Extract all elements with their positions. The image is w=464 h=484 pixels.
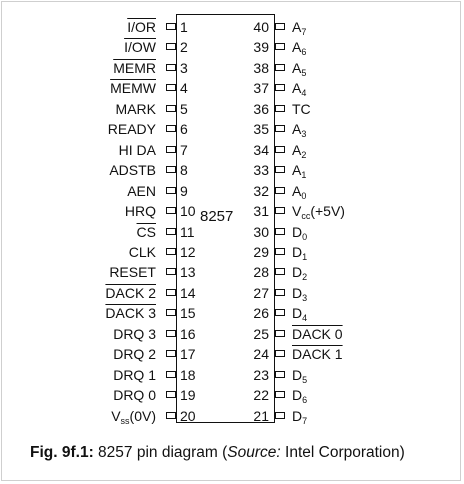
pin-stub-right [275, 125, 285, 132]
pin-stub-right [275, 166, 285, 173]
caption-text: 8257 pin diagram ( [93, 444, 228, 461]
pin-name: D [292, 366, 303, 383]
pin-number-right: 29 [253, 243, 269, 260]
pin-stub-right [275, 146, 285, 153]
pin-number-left: 11 [180, 223, 195, 240]
pin-name: TC [292, 100, 311, 117]
pin-label-right [292, 367, 307, 388]
pin-stub-right [275, 84, 285, 91]
pin-stub-right [275, 371, 285, 378]
pin-subscript: ss [120, 415, 130, 426]
pin-name: ADSTB [109, 162, 156, 179]
pin-label-left [0, 387, 156, 403]
pin-stub-right [275, 64, 285, 71]
pin-number-right: 32 [253, 182, 269, 199]
pin-subscript: 1 [301, 170, 307, 181]
pin-name: MEMW [110, 80, 156, 97]
pin-label-right [292, 305, 307, 326]
figure-caption [30, 444, 405, 462]
pin-name: D [292, 284, 303, 301]
pin-subscript: 6 [302, 395, 308, 406]
pin-label-left [0, 183, 156, 199]
pin-number-right: 31 [253, 203, 269, 220]
pin-number-right: 28 [253, 264, 269, 281]
pin-stub-left [166, 146, 176, 153]
pin-stub-left [166, 371, 176, 378]
pin-subscript: 4 [302, 313, 308, 324]
pin-number-left: 8 [180, 162, 188, 179]
pin-subscript: 3 [302, 292, 308, 303]
pin-subscript: 1 [302, 251, 308, 262]
pin-number-right: 26 [253, 305, 269, 322]
pin-stub-left [166, 207, 176, 214]
pin-stub-left [166, 330, 176, 337]
pin-label-right [292, 224, 307, 245]
pin-label-right [292, 60, 306, 81]
pin-name: A [292, 80, 302, 97]
pin-subscript: 4 [301, 88, 307, 99]
pin-number-right: 40 [253, 19, 269, 35]
pin-number-right: 22 [253, 387, 269, 404]
pin-label-right [292, 121, 306, 142]
pin-label-right [292, 162, 306, 183]
pin-stub-right [275, 350, 285, 357]
pin-name: A [292, 19, 302, 35]
pin-subscript: 5 [302, 374, 308, 385]
pin-stub-right [275, 289, 285, 296]
pin-label-left [0, 305, 156, 321]
pin-name: READY [107, 121, 156, 138]
pin-stub-left [166, 166, 176, 173]
pin-stub-left [166, 43, 176, 50]
pin-name: HI DA [118, 141, 156, 158]
pin-stub-left [166, 268, 176, 275]
pin-label-right [292, 408, 307, 429]
pin-subscript: 0 [301, 190, 307, 201]
pin-label-left [0, 162, 156, 178]
pin-label-left [0, 408, 156, 429]
pin-label-left [0, 203, 156, 219]
pin-name: I/OR [127, 19, 156, 35]
pin-number-right: 23 [253, 366, 269, 383]
pin-number-right: 39 [253, 39, 269, 56]
pin-label-right [292, 346, 343, 362]
pin-name: D [292, 387, 303, 404]
pin-name: RESET [109, 264, 156, 281]
pin-name: HRQ [124, 203, 156, 220]
pin-number-left: 7 [180, 141, 188, 158]
pin-stub-right [275, 43, 285, 50]
pin-stub-right [275, 309, 285, 316]
pin-number-right: 38 [253, 59, 269, 76]
pin-number-right: 34 [253, 141, 269, 158]
pin-stub-left [166, 105, 176, 112]
pin-number-left: 18 [180, 366, 196, 383]
pin-name: A [292, 182, 302, 199]
pin-name: DACK 0 [292, 325, 343, 342]
pin-label-left [0, 326, 156, 342]
pin-label-left [0, 19, 156, 35]
pin-stub-right [275, 23, 285, 30]
pin-subscript: cc [301, 211, 311, 222]
pin-stub-left [166, 412, 176, 419]
caption-source-label: Source: [227, 444, 281, 461]
pin-stub-left [166, 289, 176, 296]
pin-stub-left [166, 228, 176, 235]
pin-number-left: 17 [180, 346, 196, 363]
pin-suffix: (+5V) [310, 203, 345, 220]
pin-stub-right [275, 228, 285, 235]
pin-subscript: 5 [301, 67, 307, 78]
pin-stub-right [275, 412, 285, 419]
pin-label-right [292, 19, 306, 40]
pin-name: $\overline{CS}$ [136, 223, 156, 240]
pin-stub-right [275, 248, 285, 255]
pin-label-right [292, 285, 307, 306]
pin-name: DRQ 1 [113, 366, 156, 383]
pin-name: DRQ 0 [113, 387, 156, 404]
pin-number-right: 21 [253, 407, 269, 424]
pin-stub-right [275, 391, 285, 398]
pin-number-left: 2 [180, 39, 188, 56]
caption-source: Intel Corporation) [280, 444, 405, 461]
pin-label-left [0, 60, 156, 76]
pin-label-right [292, 203, 345, 224]
pin-label-right [292, 101, 311, 117]
pin-number-left: 1 [180, 19, 188, 35]
pin-name: A [292, 141, 302, 158]
pin-label-right [292, 264, 307, 285]
pin-label-right [292, 80, 306, 101]
pin-stub-right [275, 207, 285, 214]
pin-name: I/OW [124, 39, 156, 56]
pin-name: DACK 2 [105, 284, 156, 301]
pin-name: D [292, 264, 303, 281]
pin-number-right: 36 [253, 100, 269, 117]
pin-stub-left [166, 187, 176, 194]
pin-label-right [292, 142, 306, 163]
pin-stub-left [166, 248, 176, 255]
pin-label-right [292, 326, 343, 342]
pin-number-left: 10 [180, 203, 196, 220]
pin-name: V [111, 407, 121, 424]
pin-number-left: 16 [180, 325, 196, 342]
pin-name: D [292, 305, 303, 322]
pin-number-right: 30 [253, 223, 269, 240]
figure-number: Fig. 9f.1: [30, 444, 94, 461]
pin-number-left: 12 [180, 243, 196, 260]
pin-name: DACK 3 [105, 305, 156, 322]
chip-name: 8257 [200, 208, 234, 225]
pin-subscript: 6 [301, 47, 307, 58]
pin-number-left: 3 [180, 59, 188, 76]
pin-number-right: 35 [253, 121, 269, 138]
pin-number-right: 24 [253, 346, 269, 363]
pin-subscript: 3 [301, 129, 307, 140]
pin-name: MEMR [113, 59, 156, 76]
pin-stub-left [166, 64, 176, 71]
pin-stub-right [275, 187, 285, 194]
pin-subscript: 7 [302, 415, 308, 426]
pin-number-left: 9 [180, 182, 188, 199]
pin-label-left [0, 244, 156, 260]
pin-number-left: 15 [180, 305, 196, 322]
pin-label-left [0, 346, 156, 362]
pin-stub-left [166, 84, 176, 91]
pin-name: DRQ 3 [113, 325, 156, 342]
pin-name: A [292, 39, 302, 56]
pin-label-left [0, 264, 156, 280]
pin-stub-right [275, 105, 285, 112]
pin-subscript: 0 [302, 231, 308, 242]
pin-number-left: 13 [180, 264, 196, 281]
pin-name: A [292, 162, 302, 179]
pin-subscript: 7 [301, 27, 307, 37]
pin-stub-left [166, 125, 176, 132]
pin-label-right [292, 244, 307, 265]
pin-stub-left [166, 350, 176, 357]
pin-name: A [292, 121, 302, 138]
pin-name: D [292, 223, 303, 240]
pin-number-left: 5 [180, 100, 188, 117]
pin-name: AEN [127, 182, 156, 199]
pin-number-right: 33 [253, 162, 269, 179]
pin-number-left: 6 [180, 121, 188, 138]
pin-label-left [0, 367, 156, 383]
pin-name: A [292, 59, 302, 76]
pin-stub-left [166, 23, 176, 30]
pin-label-left [0, 224, 156, 240]
pin-label-right [292, 183, 306, 204]
pin-number-right: 25 [253, 325, 269, 342]
pin-label-left [0, 39, 156, 55]
pin-label-left [0, 285, 156, 301]
pin-name: V [292, 203, 302, 220]
pin-name: DRQ 2 [113, 346, 156, 363]
pin-number-left: 19 [180, 387, 196, 404]
pin-name: CLK [128, 243, 156, 260]
pin-stub-left [166, 391, 176, 398]
pin-label-left [0, 142, 156, 158]
pin-name: MARK [115, 100, 156, 117]
pin-number-right: 27 [253, 284, 269, 301]
pin-stub-left [166, 309, 176, 316]
pin-label-left [0, 121, 156, 137]
pin-number-left: 20 [180, 407, 196, 424]
pin-name: D [292, 407, 303, 424]
pin-name: D [292, 243, 303, 260]
pin-number-right: 37 [253, 80, 269, 97]
pin-label-right [292, 387, 307, 408]
pin-stub-right [275, 268, 285, 275]
pin-number-left: 4 [180, 80, 188, 97]
pin-subscript: 2 [302, 272, 308, 283]
pin-subscript: 2 [301, 149, 307, 160]
pin-label-left [0, 80, 156, 96]
pin-suffix: (0V) [129, 407, 156, 424]
pin-label-right [292, 39, 306, 60]
pin-name: DACK 1 [292, 346, 343, 363]
pin-stub-right [275, 330, 285, 337]
pin-label-left [0, 101, 156, 117]
pin-number-left: 14 [180, 284, 196, 301]
